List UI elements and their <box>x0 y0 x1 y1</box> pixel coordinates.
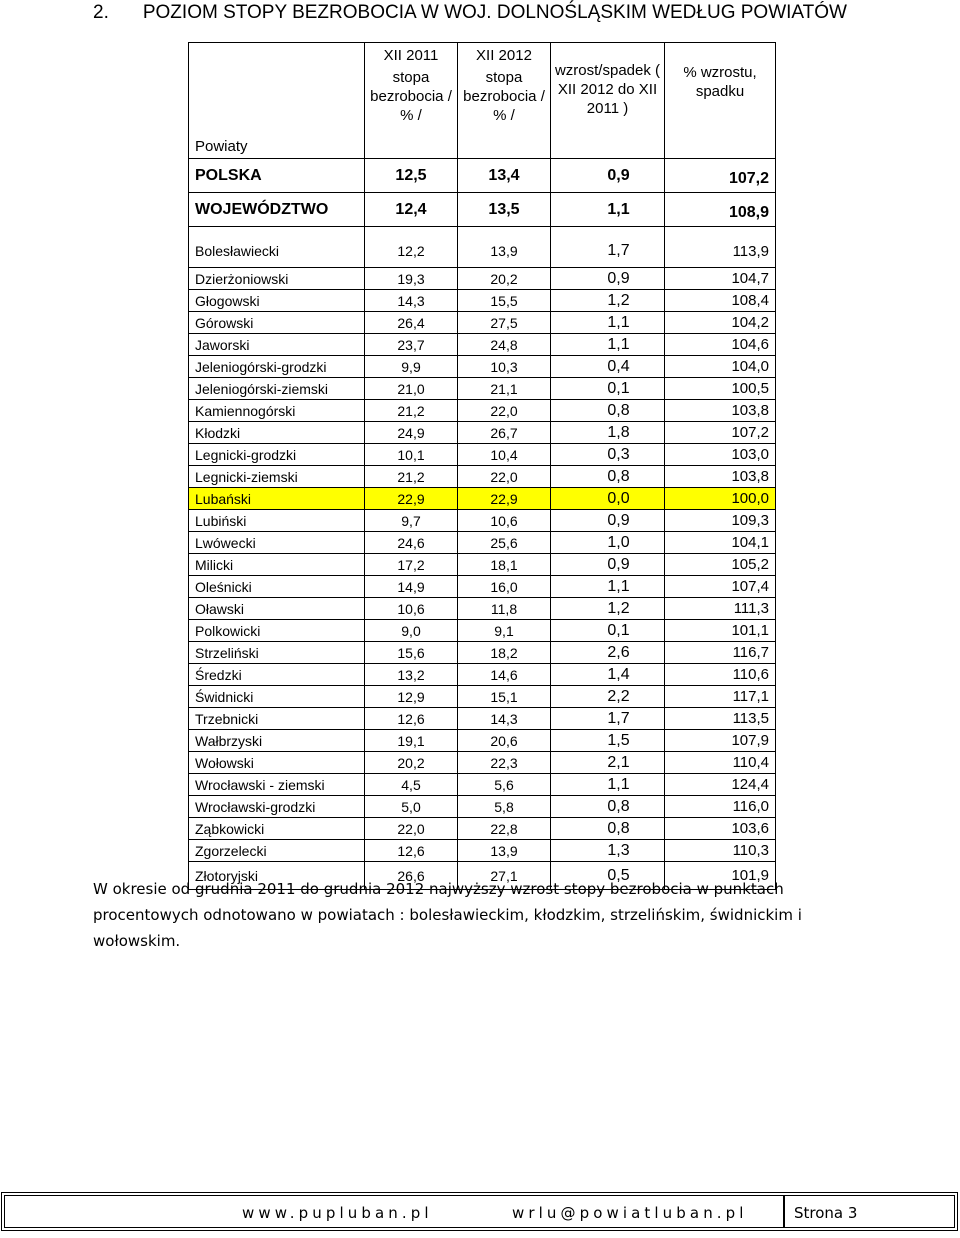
total-row <box>189 193 776 227</box>
cell-xii-2012: 13,9 <box>458 227 551 268</box>
table-row <box>189 334 776 356</box>
header-xii-2011 <box>365 43 458 159</box>
cell-xii-2011: 10,6 <box>365 598 458 620</box>
cell-change: 1,7 <box>551 227 665 268</box>
cell-percent: 100,0 <box>665 488 776 510</box>
cell-name: Zgorzelecki <box>189 840 365 862</box>
cell-change: 0,8 <box>551 466 665 488</box>
cell-name: Świdnicki <box>189 686 365 708</box>
cell-xii-2012: 21,1 <box>458 378 551 400</box>
total-row <box>189 159 776 193</box>
table-row <box>189 227 776 268</box>
cell-xii-2012: 26,7 <box>458 422 551 444</box>
cell-change: 0,0 <box>551 488 665 510</box>
cell-percent: 104,0 <box>665 356 776 378</box>
cell-xii-2011: 14,9 <box>365 576 458 598</box>
cell-xii-2011: 22,0 <box>365 818 458 840</box>
cell-xii-2011: 21,2 <box>365 466 458 488</box>
cell-xii-2011: 12,6 <box>365 708 458 730</box>
cell-xii-2012: 27,5 <box>458 312 551 334</box>
summary-paragraph: W okresie od grudnia 2011 do grudnia 2012 najwyższy wzrost stopy bezrobocia w punktach procentowych odnotowano w powiatach : bolesławieckim, kłodzkim, strzelińskim, świdnickim i wołowskim. <box>93 880 802 950</box>
table-row <box>189 576 776 598</box>
table-row <box>189 510 776 532</box>
header-xii-2011-sub: stopa bezrobocia / % / <box>370 69 452 124</box>
cell-name: Kłodzki <box>189 422 365 444</box>
cell-name: Milicki <box>189 554 365 576</box>
cell-xii-2012: 10,3 <box>458 356 551 378</box>
cell-change: 1,7 <box>551 708 665 730</box>
cell-xii-2012: 5,6 <box>458 774 551 796</box>
cell-percent: 124,4 <box>665 774 776 796</box>
cell-xii-2012: 14,3 <box>458 708 551 730</box>
cell-percent: 117,1 <box>665 686 776 708</box>
cell-percent: 104,6 <box>665 334 776 356</box>
cell-change: 0,9 <box>551 554 665 576</box>
cell-change: 1,1 <box>551 193 665 227</box>
cell-xii-2011: 17,2 <box>365 554 458 576</box>
cell-xii-2011: 9,9 <box>365 356 458 378</box>
cell-change: 0,4 <box>551 356 665 378</box>
cell-name: Ząbkowicki <box>189 818 365 840</box>
cell-name: Jaworski <box>189 334 365 356</box>
table-row <box>189 488 776 510</box>
cell-percent: 107,2 <box>665 159 776 193</box>
cell-xii-2011: 15,6 <box>365 642 458 664</box>
cell-xii-2012: 10,6 <box>458 510 551 532</box>
cell-change: 1,3 <box>551 840 665 862</box>
cell-name: Górowski <box>189 312 365 334</box>
header-xii-2012 <box>458 43 551 159</box>
cell-xii-2012: 22,8 <box>458 818 551 840</box>
cell-change: 2,1 <box>551 752 665 774</box>
cell-name: Jeleniogórski-grodzki <box>189 356 365 378</box>
cell-change: 0,3 <box>551 444 665 466</box>
cell-change: 0,1 <box>551 620 665 642</box>
cell-xii-2012: 14,6 <box>458 664 551 686</box>
table-row <box>189 290 776 312</box>
cell-xii-2012: 13,9 <box>458 840 551 862</box>
cell-xii-2011: 24,9 <box>365 422 458 444</box>
cell-change: 1,5 <box>551 730 665 752</box>
cell-xii-2012: 10,4 <box>458 444 551 466</box>
cell-percent: 104,2 <box>665 312 776 334</box>
cell-percent: 103,6 <box>665 818 776 840</box>
header-xii-2011-year: XII 2011 <box>383 47 439 64</box>
cell-change: 0,8 <box>551 400 665 422</box>
cell-xii-2012: 16,0 <box>458 576 551 598</box>
cell-xii-2012: 22,0 <box>458 400 551 422</box>
table-header-row <box>189 43 776 159</box>
cell-percent: 107,4 <box>665 576 776 598</box>
cell-xii-2012: 24,8 <box>458 334 551 356</box>
table-row <box>189 598 776 620</box>
cell-name: Trzebnicki <box>189 708 365 730</box>
page-title <box>93 2 847 24</box>
cell-change: 0,1 <box>551 378 665 400</box>
cell-percent: 110,6 <box>665 664 776 686</box>
footer-divider <box>783 1195 785 1228</box>
table-row <box>189 422 776 444</box>
cell-percent: 108,9 <box>665 193 776 227</box>
cell-name: Złotoryjski <box>189 862 365 890</box>
table-row <box>189 752 776 774</box>
table-row <box>189 686 776 708</box>
cell-percent: 110,3 <box>665 840 776 862</box>
cell-xii-2011: 20,2 <box>365 752 458 774</box>
cell-percent: 103,8 <box>665 466 776 488</box>
cell-change: 2,2 <box>551 686 665 708</box>
footer-page-number: Strona 3 <box>794 1204 858 1222</box>
cell-change: 0,9 <box>551 159 665 193</box>
cell-xii-2012: 22,0 <box>458 466 551 488</box>
cell-percent: 116,0 <box>665 796 776 818</box>
cell-xii-2011: 26,6 <box>365 862 458 890</box>
table-row <box>189 312 776 334</box>
table-row <box>189 466 776 488</box>
cell-name: Lubański <box>189 488 365 510</box>
cell-xii-2011: 19,3 <box>365 268 458 290</box>
cell-xii-2012: 9,1 <box>458 620 551 642</box>
section-number: 2. <box>93 2 109 23</box>
cell-name: Bolesławiecki <box>189 227 365 268</box>
table-row <box>189 730 776 752</box>
cell-name: Polkowicki <box>189 620 365 642</box>
footer-website-link[interactable]: www.pupluban.pl <box>242 1204 433 1222</box>
cell-xii-2011: 12,2 <box>365 227 458 268</box>
table-row <box>189 818 776 840</box>
table-row <box>189 774 776 796</box>
cell-xii-2011: 5,0 <box>365 796 458 818</box>
table-row <box>189 642 776 664</box>
cell-xii-2012: 15,1 <box>458 686 551 708</box>
table-row <box>189 356 776 378</box>
cell-xii-2012: 13,5 <box>458 193 551 227</box>
cell-xii-2012: 15,5 <box>458 290 551 312</box>
cell-xii-2011: 24,6 <box>365 532 458 554</box>
cell-xii-2011: 12,5 <box>365 159 458 193</box>
cell-xii-2011: 21,2 <box>365 400 458 422</box>
cell-change: 1,2 <box>551 290 665 312</box>
table-row <box>189 796 776 818</box>
cell-xii-2011: 9,7 <box>365 510 458 532</box>
footer-email-link[interactable]: wrlu@powiatluban.pl <box>512 1204 748 1222</box>
table-row <box>189 532 776 554</box>
cell-name: Lwówecki <box>189 532 365 554</box>
cell-percent: 103,0 <box>665 444 776 466</box>
cell-name: Legnicki-ziemski <box>189 466 365 488</box>
cell-percent: 104,7 <box>665 268 776 290</box>
cell-xii-2012: 20,2 <box>458 268 551 290</box>
cell-name: Wołowski <box>189 752 365 774</box>
cell-name: Strzeliński <box>189 642 365 664</box>
cell-percent: 109,3 <box>665 510 776 532</box>
page-footer <box>1 1192 958 1231</box>
cell-change: 1,1 <box>551 334 665 356</box>
cell-xii-2012: 18,1 <box>458 554 551 576</box>
cell-name: POLSKA <box>189 159 365 193</box>
cell-percent: 107,2 <box>665 422 776 444</box>
cell-xii-2012: 11,8 <box>458 598 551 620</box>
header-change: wzrost/spadek ( XII 2012 do XII 2011 ) <box>551 43 665 159</box>
cell-xii-2011: 22,9 <box>365 488 458 510</box>
cell-change: 1,8 <box>551 422 665 444</box>
cell-percent: 107,9 <box>665 730 776 752</box>
cell-percent: 113,9 <box>665 227 776 268</box>
cell-change: 0,9 <box>551 510 665 532</box>
table-row <box>189 620 776 642</box>
cell-percent: 101,9 <box>665 862 776 890</box>
cell-percent: 105,2 <box>665 554 776 576</box>
cell-name: Dzierżoniowski <box>189 268 365 290</box>
cell-name: Kamiennogórski <box>189 400 365 422</box>
cell-change: 1,1 <box>551 774 665 796</box>
cell-xii-2011: 26,4 <box>365 312 458 334</box>
cell-xii-2011: 19,1 <box>365 730 458 752</box>
cell-percent: 113,5 <box>665 708 776 730</box>
cell-xii-2012: 20,6 <box>458 730 551 752</box>
cell-name: Średzki <box>189 664 365 686</box>
cell-percent: 110,4 <box>665 752 776 774</box>
cell-xii-2012: 5,8 <box>458 796 551 818</box>
cell-xii-2011: 13,2 <box>365 664 458 686</box>
cell-xii-2012: 25,6 <box>458 532 551 554</box>
cell-xii-2011: 9,0 <box>365 620 458 642</box>
cell-percent: 103,8 <box>665 400 776 422</box>
cell-xii-2012: 18,2 <box>458 642 551 664</box>
cell-xii-2012: 13,4 <box>458 159 551 193</box>
table-row <box>189 840 776 862</box>
cell-name: WOJEWÓDZTWO <box>189 193 365 227</box>
header-percent: % wzrostu, spadku <box>665 43 776 159</box>
cell-percent: 100,5 <box>665 378 776 400</box>
cell-name: Oławski <box>189 598 365 620</box>
header-xii-2012-year: XII 2012 <box>476 47 532 64</box>
table-row <box>189 664 776 686</box>
table-row <box>189 444 776 466</box>
cell-xii-2011: 4,5 <box>365 774 458 796</box>
cell-change: 0,8 <box>551 818 665 840</box>
table-row <box>189 708 776 730</box>
cell-xii-2012: 22,9 <box>458 488 551 510</box>
cell-xii-2011: 14,3 <box>365 290 458 312</box>
cell-percent: 108,4 <box>665 290 776 312</box>
header-powiaty: Powiaty <box>189 43 365 159</box>
cell-change: 0,9 <box>551 268 665 290</box>
cell-name: Wałbrzyski <box>189 730 365 752</box>
cell-xii-2011: 12,4 <box>365 193 458 227</box>
cell-xii-2011: 23,7 <box>365 334 458 356</box>
cell-change: 0,8 <box>551 796 665 818</box>
table-row <box>189 268 776 290</box>
cell-change: 1,4 <box>551 664 665 686</box>
cell-percent: 111,3 <box>665 598 776 620</box>
cell-name: Wrocławski - ziemski <box>189 774 365 796</box>
section-title: POZIOM STOPY BEZROBOCIA W WOJ. DOLNOŚLĄSKIM WEDŁUG POWIATÓW <box>142 2 847 23</box>
cell-percent: 101,1 <box>665 620 776 642</box>
cell-name: Głogowski <box>189 290 365 312</box>
cell-change: 0,5 <box>551 862 665 890</box>
header-xii-2012-sub: stopa bezrobocia / % / <box>463 69 545 124</box>
cell-xii-2011: 10,1 <box>365 444 458 466</box>
table-row <box>189 554 776 576</box>
cell-change: 1,2 <box>551 598 665 620</box>
cell-name: Jeleniogórski-ziemski <box>189 378 365 400</box>
cell-change: 2,6 <box>551 642 665 664</box>
cell-change: 1,1 <box>551 576 665 598</box>
cell-name: Legnicki-grodzki <box>189 444 365 466</box>
cell-name: Oleśnicki <box>189 576 365 598</box>
cell-name: Lubiński <box>189 510 365 532</box>
table-row <box>189 378 776 400</box>
cell-xii-2011: 12,9 <box>365 686 458 708</box>
cell-name: Wrocławski-grodzki <box>189 796 365 818</box>
table-row <box>189 400 776 422</box>
cell-xii-2012: 27,1 <box>458 862 551 890</box>
cell-change: 1,0 <box>551 532 665 554</box>
cell-change: 1,1 <box>551 312 665 334</box>
cell-percent: 116,7 <box>665 642 776 664</box>
cell-percent: 104,1 <box>665 532 776 554</box>
cell-xii-2011: 21,0 <box>365 378 458 400</box>
cell-xii-2011: 12,6 <box>365 840 458 862</box>
cell-xii-2012: 22,3 <box>458 752 551 774</box>
unemployment-table <box>188 42 776 890</box>
